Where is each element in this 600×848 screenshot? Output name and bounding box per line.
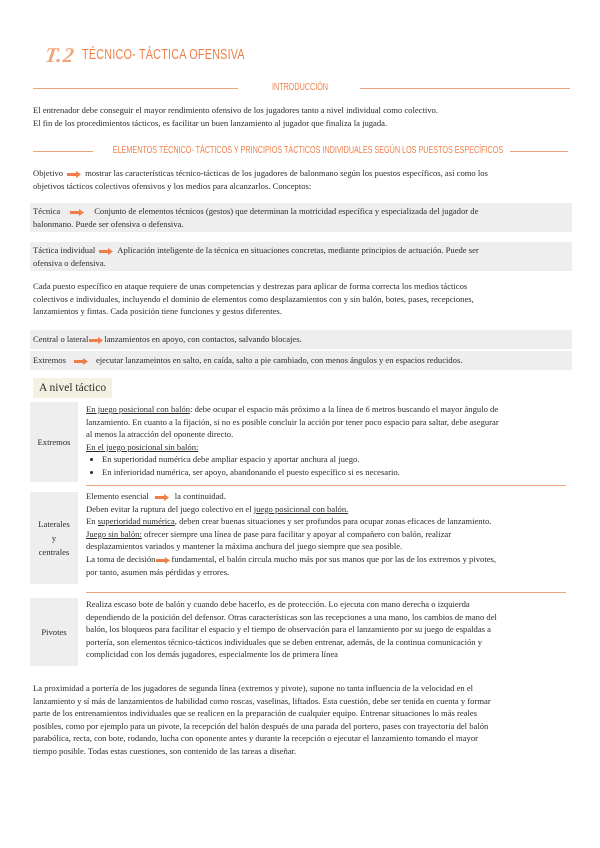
objetivo-block	[33, 167, 568, 192]
label-line: Laterales	[38, 519, 70, 529]
paragraph-line: Cada puesto específico en ataque requiere de unas competencias y destrezas para aplicar de forma correcta los medios tácticos	[33, 281, 468, 291]
tecnica-text: balonmano. Puede ser ofensiva o defensiva.	[33, 218, 184, 229]
central-term: Central o lateral	[33, 334, 89, 344]
text-line: por tanto, asumen más pérdidas y errores.	[86, 566, 230, 577]
text-line: ofrecer siempre una línea de pase para facilitar y apoyar al compañero con balón, realizar	[141, 528, 452, 539]
text-line: lanzamiento y sí más de lanzamientos de habilidad como roscas, vaselinas, liftados. Esta cuestión, debe ser tenida en cuenta y formar	[33, 695, 491, 706]
elements-heading: ELEMENTOS TÉCNICO- TÁCTICOS Y PRINCIPIOS TÁCTICOS INDIVIDUALES SEGÚN LOS PUESTOS ESPECÍFICOS	[112, 145, 504, 156]
list-item: • En inferioridad numérica, ser apoyo, abandonando el puesto específico si es necesario.	[102, 466, 567, 479]
text-line: tiempo posible. Todas estas cuestiones, son contenido de las tareas a diseñar.	[33, 745, 297, 756]
tactica-term: Táctica individual	[33, 245, 96, 255]
arrow-icon	[89, 337, 103, 344]
text-line: Realiza escaso bote de balón y cuando debe hacerlo, es de protección. Lo ejecuta con mano derecha o izquierda	[86, 599, 470, 609]
objetivo-text: objetivos tácticos colectivos ofensivos y los medios para alcanzarlos. Conceptos:	[33, 180, 312, 191]
text-line: posibles, como por ejemplo para un pivote, la recepción del balón después de una parada del portero, pases con trayectoria del balón	[33, 720, 489, 731]
list-item: • En superioridad numérica debe ampliar espacio y aportar anchura al juego.	[102, 453, 567, 466]
text-line: complicidad con los demás jugadores, especialmente los de primera línea	[86, 649, 338, 660]
extremos-box	[30, 351, 572, 370]
text-line: parte de los entrenamientos individuales que se realicen en la preparación de cualquier equipo. Entrenar situaciones lo más reales	[33, 708, 478, 719]
underlined-term: En juego posicional con balón	[86, 404, 191, 414]
intro-line: El entrenador debe conseguir el mayor rendimiento ofensivo de los jugadores tanto a nivel individual como colectivo.	[33, 105, 438, 115]
paragraph-line: colectivos e individuales, incluyendo el dominio de elementos como desplazamientos con y sin balón, botes, pases, recepciones,	[33, 293, 474, 304]
tactica-box	[30, 242, 572, 271]
divider-left	[33, 88, 238, 89]
text-line: parabólica, recta, con bote, rodando, lucha con oponente antes y durante la recepción o ejecutar el lanzamiento tomando el mayor	[33, 733, 479, 744]
label-line: centrales	[38, 547, 70, 557]
pivotes-content	[86, 598, 567, 661]
text-line: , deben crear buenas situaciones y ser profundos para ocupar zonas eficaces de lanzamiento.	[174, 516, 492, 527]
text-line: balón, los bloqueos para facilitar el espacio y el tiempo de observación para el lanzamiento por su juego de espaldas a	[86, 624, 491, 635]
central-text: lanzamientos en apoyo, con contactos, salvando blocajes.	[104, 334, 302, 344]
extremos-term: Extremos	[33, 355, 66, 365]
central-box	[30, 330, 572, 349]
laterales-content	[86, 490, 567, 578]
underlined-term: En el juego posicional sin balón:	[86, 441, 199, 452]
arrow-icon	[156, 557, 170, 564]
text-line: : debe ocupar el espacio más próximo a la línea de 6 metros buscando el mayor ángulo de	[190, 404, 499, 414]
puesto-paragraph	[33, 280, 573, 318]
closing-paragraph	[33, 682, 568, 758]
intro-line: El fin de los procedimientos tácticos, es facilitar un buen lanzamiento al jugador que finaliza la jugada.	[33, 117, 388, 128]
text-line: al menos la atracción del oponente directo.	[86, 429, 234, 440]
row-divider	[86, 592, 566, 593]
laterales-label	[30, 492, 78, 584]
arrow-icon	[67, 171, 81, 178]
paragraph-line: lanzamientos y fintas. Cada posición tiene funciones y gestos diferentes.	[33, 306, 282, 317]
arrow-icon	[99, 248, 113, 255]
pivotes-label-text: Pivotes	[41, 627, 67, 637]
intro-text	[33, 104, 573, 129]
text-line: En	[86, 516, 98, 527]
objetivo-text: mostrar las características técnico-tácticas de los jugadores de balonmano según los puestos específicos, así como los	[85, 168, 488, 178]
text-line: fundamental, el balón circula mucho más por sus manos que por las de los extremos y pivotes,	[171, 553, 497, 564]
extremos-label-text: Extremos	[37, 437, 71, 447]
text-line: portería, son elementos técnico-tácticos individuales que se deben entrenar, además, de la continua comunicación y	[86, 636, 483, 647]
tactico-heading: A nivel táctico	[33, 378, 112, 398]
underlined-term: juego posicional con balón.	[253, 503, 349, 514]
text-line: dependiendo de la posición del defensor. Otras características son las recepciones a una mano, los cambios de mano del	[86, 611, 497, 622]
underlined-term: superioridad numérica	[97, 516, 175, 527]
tecnica-text: Conjunto de elementos técnicos (gestos) que determinan la motricidad específica y especializada del jugador de	[94, 206, 479, 216]
divider-right	[360, 88, 570, 89]
arrow-icon	[74, 358, 88, 365]
divider-left	[33, 151, 93, 152]
extremos-list	[86, 453, 567, 478]
text-line: Elemento esencial	[86, 491, 149, 501]
arrow-icon	[155, 494, 169, 501]
row-divider	[86, 485, 566, 486]
intro-heading: INTRODUCCIÓN	[271, 82, 329, 93]
objetivo-term: Objetivo	[33, 168, 64, 178]
pivotes-label	[30, 598, 78, 666]
chapter-number: T.2	[43, 43, 77, 67]
text-line: desplazamientos variados y mantener la máxima anchura del juego siempre que sea posible.	[86, 541, 403, 552]
text-line: lanzamiento. En cuanto a la fijación, si no es posible concluir la acción por tener poco espacio para saltar, debe asegurar	[86, 416, 499, 427]
tecnica-term: Técnica	[33, 206, 61, 216]
extremos-content	[86, 403, 567, 479]
tactica-text: ofensiva o defensiva.	[33, 257, 106, 268]
underlined-term: Juego sin balón:	[86, 528, 142, 539]
label-line: y	[51, 533, 57, 543]
text-line: La proximidad a portería de los jugadores de segunda línea (extremos y pivote), supone no tanta influencia de la velocidad en el	[33, 683, 474, 693]
page-title: TÉCNICO- TÁCTICA OFENSIVA	[82, 46, 245, 63]
arrow-icon	[70, 209, 84, 216]
text-line: La toma de decisión	[86, 553, 156, 564]
extremos-label	[30, 402, 78, 482]
text-line: la continuidad.	[174, 491, 226, 501]
extremos-text: ejecutar lanzameintos en salto, en caída, salto a pie cambiado, con menos ángulos y en espacios reducidos.	[95, 355, 463, 365]
tactica-text: Aplicación inteligente de la técnica en situaciones concretas, mediante principios de actuación. Puede ser	[117, 245, 479, 255]
tecnica-box	[30, 203, 572, 232]
text-line: Deben evitar la ruptura del juego colectivo en el	[86, 503, 254, 514]
divider-right	[510, 151, 568, 152]
